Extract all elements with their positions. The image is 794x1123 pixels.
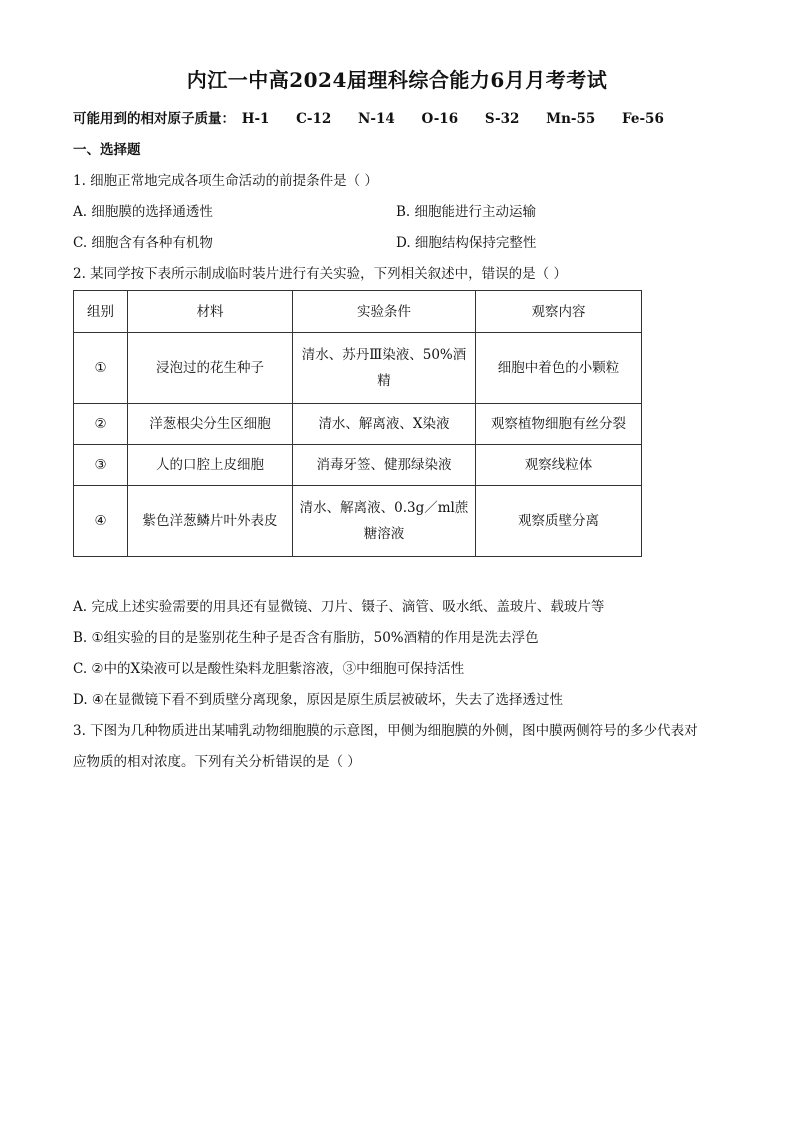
exam-title: 内江一中高2024届理科综合能力6月月考考试	[186, 68, 608, 92]
atomic-mass-c: C-12	[296, 111, 332, 127]
cell-observation: 观察线粒体	[476, 445, 642, 486]
q3-stem-line-1: 3. 下图为几种物质进出某哺乳动物细胞膜的示意图，甲侧为细胞膜的外侧，图中膜两侧符号的多少代表对	[73, 723, 698, 739]
cell-observation: 细胞中着色的小颗粒	[476, 333, 642, 404]
atomic-masses	[73, 110, 686, 128]
cell-condition: 消毒牙签、健那绿染液	[293, 445, 476, 486]
atomic-masses-label: 可能用到的相对原子质量：	[73, 111, 235, 127]
atomic-mass-h: H-1	[241, 111, 270, 127]
cell-material: 人的口腔上皮细胞	[128, 445, 293, 486]
cell-group: ③	[74, 445, 128, 486]
atomic-mass-o: O-16	[421, 111, 459, 127]
q2-stem: 2. 某同学按下表所示制成临时装片进行有关实验，下列相关叙述中，错误的是（ ）	[73, 266, 567, 282]
cell-condition: 清水、解离液、X染液	[293, 404, 476, 445]
cell-group: ①	[74, 333, 128, 404]
cell-condition: 清水、苏丹Ⅲ染液、50%酒精	[293, 333, 476, 404]
cell-observation: 观察质壁分离	[476, 486, 642, 557]
header-condition: 实验条件	[293, 291, 476, 333]
header-observation: 观察内容	[476, 291, 642, 333]
cell-group: ②	[74, 404, 128, 445]
cell-material: 浸泡过的花生种子	[128, 333, 293, 404]
table-row	[74, 486, 642, 557]
header-group: 组别	[74, 291, 128, 333]
q2-option-d[interactable]: D. ④在显微镜下看不到质壁分离现象，原因是原生质层被破坏，失去了选择透过性	[73, 692, 564, 708]
atomic-mass-s: S-32	[484, 111, 520, 127]
cell-observation: 观察植物细胞有丝分裂	[476, 404, 642, 445]
experiment-table	[73, 290, 642, 557]
section-heading: 一、选择题	[73, 142, 141, 158]
table-row	[74, 445, 642, 486]
table-row	[74, 404, 642, 445]
atomic-mass-fe: Fe-56	[622, 111, 664, 127]
cell-condition: 清水、解离液、0.3g／ml蔗糖溶液	[293, 486, 476, 557]
cell-material: 紫色洋葱鳞片叶外表皮	[128, 486, 293, 557]
q2-option-b[interactable]: B. ①组实验的目的是鉴别花生种子是否含有脂肪，50%酒精的作用是洗去浮色	[73, 630, 539, 646]
q1-option-b[interactable]: B. 细胞能进行主动运输	[396, 204, 537, 220]
q3-stem-line-2: 应物质的相对浓度。下列有关分析错误的是（ ）	[73, 754, 361, 770]
atomic-mass-mn: Mn-55	[546, 111, 596, 127]
q1-stem: 1. 细胞正常地完成各项生命活动的前提条件是（ ）	[73, 173, 378, 189]
q2-option-a[interactable]: A. 完成上述实验需要的用具还有显微镜、刀片、镊子、滴管、吸水纸、盖玻片、载玻片等	[73, 599, 605, 615]
q1-option-a[interactable]: A. 细胞膜的选择通透性	[73, 204, 213, 220]
atomic-mass-n: N-14	[358, 111, 395, 127]
q2-option-c[interactable]: C. ②中的X染液可以是酸性染料龙胆紫溶液，③中细胞可保持活性	[73, 661, 465, 677]
cell-group: ④	[74, 486, 128, 557]
q1-option-c[interactable]: C. 细胞含有各种有机物	[73, 235, 213, 251]
table-header-row	[74, 291, 642, 333]
cell-material: 洋葱根尖分生区细胞	[128, 404, 293, 445]
header-material: 材料	[128, 291, 293, 333]
table-row	[74, 333, 642, 404]
q1-option-d[interactable]: D. 细胞结构保持完整性	[396, 235, 537, 251]
